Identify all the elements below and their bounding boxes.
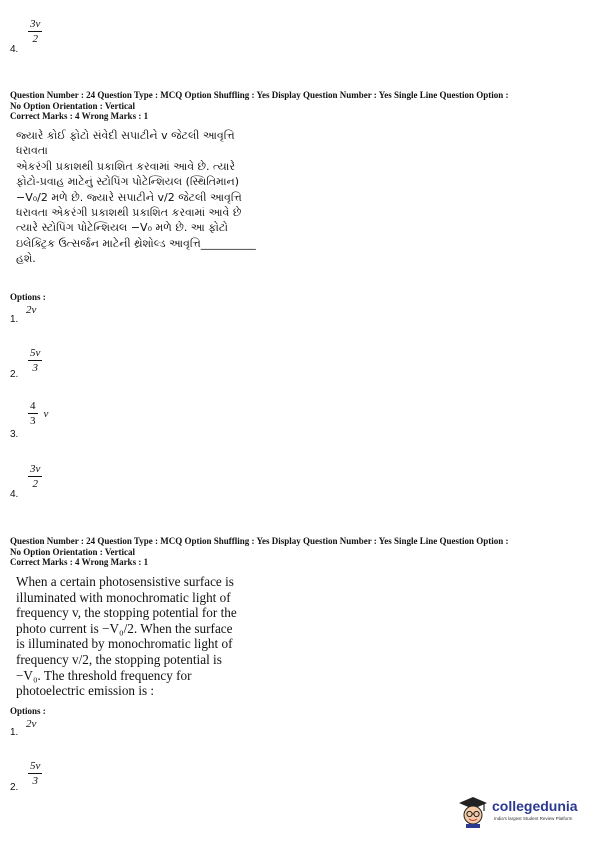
q2-line: photoelectric emission is : [16,683,155,699]
q2-header-line1: Question Number : 24 Question Type : MCQ Option Shuffling : Yes Display Question Number : Yes Single Line Question Option : [10,536,509,546]
q2-options-label: Options : [10,706,46,716]
q1-option-1-text[interactable]: 2v [26,304,37,316]
fraction-denominator: 2 [32,33,38,45]
q1-line: જ્યારે કોઈ ફોટો સંવેદી સપાટીને v જેટલી આવૃત્તિ ધરાવતા [16,129,235,158]
q1-option-3[interactable] [28,400,48,427]
q1-options-label: Options : [10,292,46,302]
logo-wordmark: collegedunia [492,798,578,814]
fraction-denominator: 3 [32,775,38,787]
top-option-fraction [28,14,42,45]
q2-line: illuminated with monochromatic light of [16,589,231,605]
fraction-numerator: 3v [30,18,41,30]
q2-header [10,536,590,568]
q1-line: એકરંગી પ્રકાશથી પ્રકાશિત કરવામાં આવે છે. ત્યારે [16,159,236,173]
q1-line: ધરાવતા એકરંગી પ્રકાશથી પ્રકાશિત કરવામાં આવે છે [16,206,242,220]
q1-line: −V₀/2 મળે છે. જ્યારે સપાટીને v/2 જેટલી આવૃત્તિ [16,190,242,204]
q2-line: When a certain photosensistive surface is [16,574,234,589]
student-mascot-icon [458,796,488,828]
q1-line: ત્યારે સ્ટોપિંગ પોટેન્શિયલ −V₀ મળે છે. આ ફોટો [16,221,229,235]
q2-line: −V₀. The threshold frequency for [16,667,192,683]
q2-line: photo current is −V₀/2. When the surface [16,620,233,636]
fraction-numerator: 4 [30,400,36,412]
q1-question-text [16,128,268,267]
q1-option-3-number: 3. [10,429,19,440]
q1-option-4[interactable] [28,459,42,490]
q2-marks: Correct Marks : 4 Wrong Marks : 1 [10,557,149,567]
q1-option-2-number: 2. [10,369,19,380]
fraction-denominator: 2 [32,478,38,490]
q2-line: frequency v/2, the stopping potential is [16,651,222,667]
q2-line: is illuminated by monochromatic light of [16,636,233,652]
q1-line: ઇલેક્ટ્રિક ઉત્સર્જન માટેની થ્રેશોલ્ડ આવૃત્તિ__________ [16,236,256,250]
q1-header-line2: No Option Orientation : Vertical [10,100,135,111]
q1-line: હશે. [16,252,36,266]
fraction-numerator: 5v [30,347,41,359]
fraction-suffix: v [43,407,49,420]
fraction-denominator: 3 [30,415,36,427]
q2-option-2[interactable] [28,756,42,787]
q2-option-1-text[interactable]: 2v [26,718,37,730]
q1-option-4-number: 4. [10,489,19,500]
fraction-numerator: 5v [30,760,41,772]
fraction-numerator: 3v [30,463,41,475]
q1-marks: Correct Marks : 4 Wrong Marks : 1 [10,111,149,121]
q2-option-1-number: 1. [10,727,19,738]
q1-option-1-number: 1. [10,314,19,325]
top-option-number: 4. [10,44,19,55]
q1-header-line1: Question Number : 24 Question Type : MCQ Option Shuffling : Yes Display Question Number : Yes Single Line Question Option : [10,90,509,100]
q1-header [10,90,590,122]
q2-header-line2: No Option Orientation : Vertical [10,546,135,557]
collegedunia-logo [458,792,590,832]
q1-option-2[interactable] [28,343,42,374]
fraction-denominator: 3 [32,362,38,374]
q2-question-text [16,574,266,699]
q1-line: ફોટો-પ્રવાહ માટેનું સ્ટોપિંગ પોટેન્શિયલ (સ્થિતિમાન) [16,175,240,189]
logo-tagline: India's largest Student Review Platform [494,816,573,821]
q2-option-2-number: 2. [10,782,19,793]
q2-line: frequency v, the stopping potential for the [16,605,237,621]
